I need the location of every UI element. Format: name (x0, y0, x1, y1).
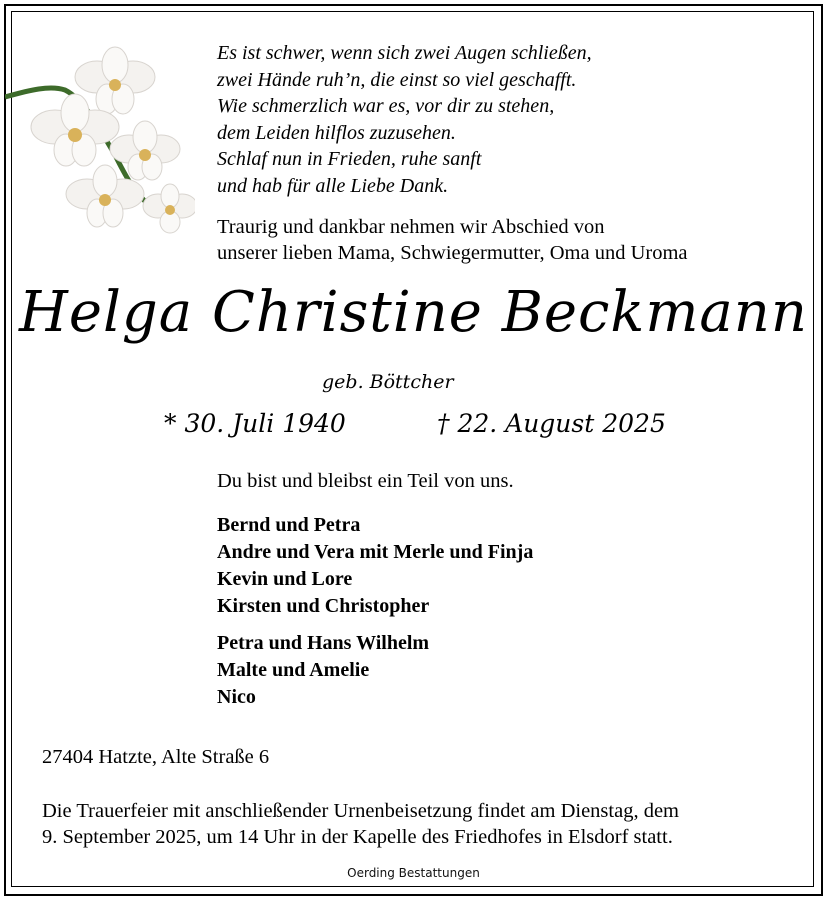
orchid-bloom-3 (110, 121, 180, 180)
poem-line: dem Leiden hilflos zuzusehen. (217, 121, 456, 144)
family-member: Kevin und Lore (217, 568, 353, 590)
poem-line: Wie schmerzlich war es, vor dir zu stehen, (217, 95, 555, 118)
deceased-name: Helga Christine Beckmann (19, 280, 808, 345)
poem-line: und hab für alle Liebe Dank. (217, 174, 449, 197)
ceremony-notice (42, 798, 679, 850)
death-date: † 22. August 2025 (437, 409, 666, 438)
family-member: Malte und Amelie (217, 659, 370, 681)
intro-line: Traurig und dankbar nehmen wir Abschied von (217, 216, 605, 238)
intro-line: unserer lieben Mama, Schwiegermutter, Oma und Uroma (217, 242, 688, 264)
birth-date: * 30. Juli 1940 (164, 409, 346, 438)
farewell-line: Du bist und bleibst ein Teil von uns. (217, 470, 514, 492)
poem (217, 40, 592, 200)
family-member: Bernd und Petra (217, 514, 361, 536)
family-member: Kirsten und Christopher (217, 595, 430, 617)
family-group-2 (217, 630, 429, 711)
family-member: Nico (217, 686, 256, 708)
ceremony-line: 9. September 2025, um 14 Uhr in der Kapelle des Friedhofes in Elsdorf statt. (42, 826, 673, 848)
poem-line: Schlaf nun in Frieden, ruhe sanft (217, 148, 482, 171)
maiden-name: geb. Böttcher (322, 371, 454, 393)
poem-line: zwei Hände ruh’n, die einst so viel geschafft. (217, 68, 577, 91)
ceremony-line: Die Trauerfeier mit anschließender Urnenbeisetzung findet am Dienstag, dem (42, 800, 680, 822)
intro-text (217, 214, 688, 266)
orchid-flower-image (5, 35, 195, 240)
orchid-bloom-5 (143, 184, 195, 233)
family-member: Petra und Hans Wilhelm (217, 632, 430, 654)
family-group-1 (217, 512, 533, 620)
family-member: Andre und Vera mit Merle und Finja (217, 541, 534, 563)
poem-line: Es ist schwer, wenn sich zwei Augen schließen, (217, 42, 592, 64)
undertaker-credit: Oerding Bestattungen (347, 866, 480, 880)
address: 27404 Hatzte, Alte Straße 6 (42, 746, 270, 768)
